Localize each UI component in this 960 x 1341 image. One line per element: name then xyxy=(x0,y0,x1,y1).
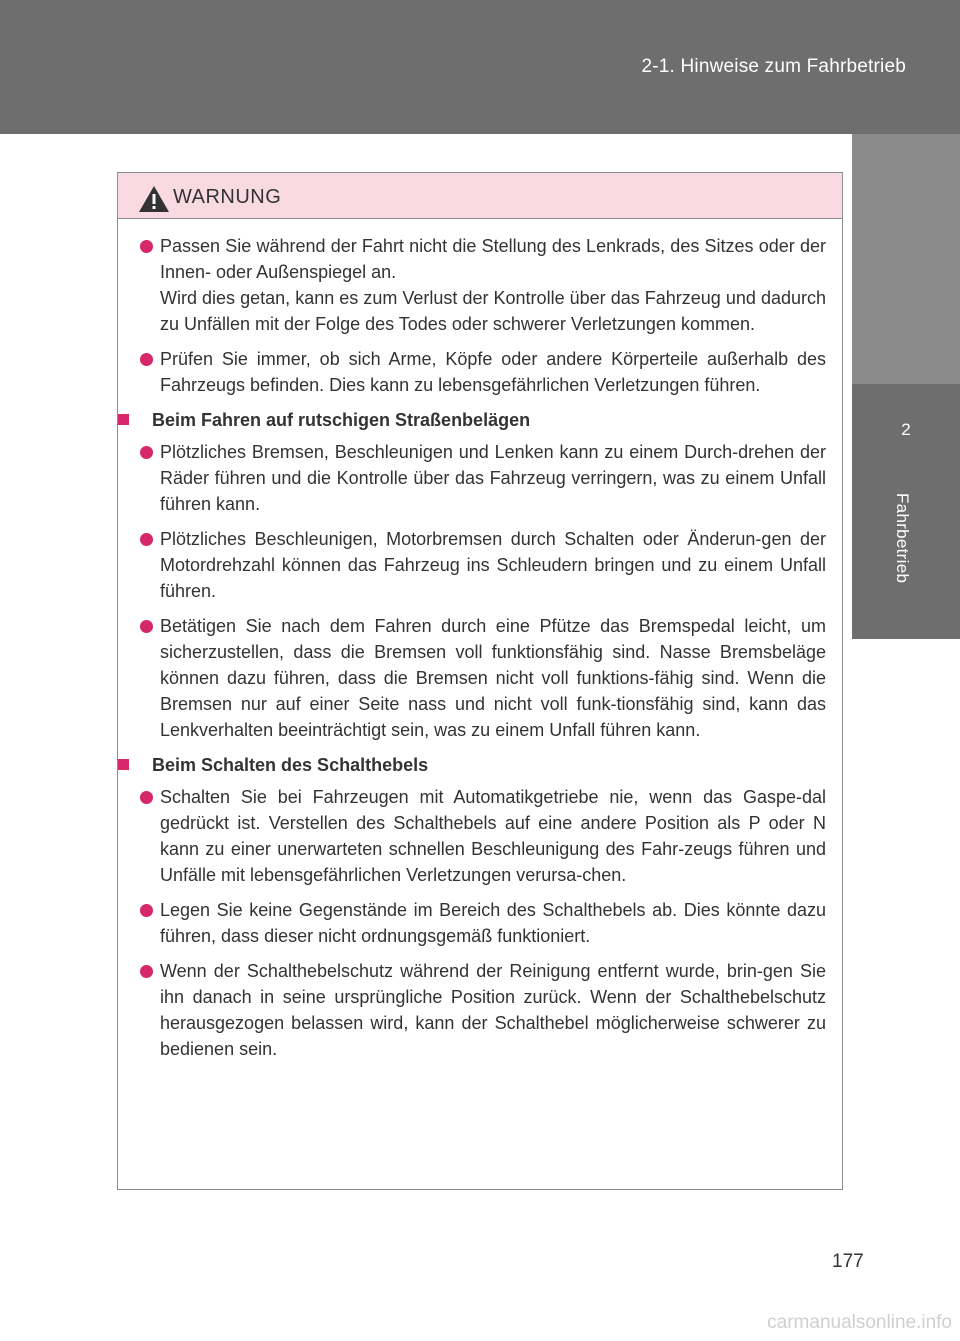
bullet-icon xyxy=(140,965,153,978)
bullet-text: Passen Sie während der Fahrt nicht die Stellung des Lenkrads, des Sitzes oder der Innen- oder Außenspiegel an. xyxy=(160,236,826,282)
warning-triangle-icon xyxy=(138,185,170,213)
bullet-text: Wird dies getan, kann es zum Verlust der Kontrolle über das Fahrzeug und dadurch zu Unfällen mit der Folge des Todes oder schwerer Verletzungen kommen. xyxy=(160,288,826,334)
bullet-text: Plötzliches Bremsen, Beschleunigen und Lenken kann zu einem Durch-drehen der Räder führen und die Kontrolle über das Fahrzeug verringern, was zu einem Unfall führen kann. xyxy=(160,442,826,514)
bullet-text: Schalten Sie bei Fahrzeugen mit Automatikgetriebe nie, wenn das Gaspe-dal gedrückt ist. Verstellen des Schalthebels auf eine andere Position als P oder N kann zu einer unerwarteten schnellen Beschleunigung des Fahr-zeugs führen und Unfälle mit lebensgefährlichen Verletzungen verursa-chen. xyxy=(160,787,826,885)
list-item xyxy=(118,958,826,1062)
section-title: 2-1. Hinweise zum Fahrbetrieb xyxy=(641,56,906,77)
list-item xyxy=(118,526,826,604)
bullet-icon xyxy=(140,240,153,253)
bullet-text: Plötzliches Beschleunigen, Motorbremsen durch Schalten oder Änderun-gen der Motordrehzahl können das Fahrzeug ins Schleudern bringen und zu einem Unfall führen. xyxy=(160,529,826,601)
list-item xyxy=(118,613,826,743)
list-item xyxy=(118,439,826,517)
bullet-text: Legen Sie keine Gegenstände im Bereich des Schalthebels ab. Dies könnte dazu führen, dass dieser nicht ordnungsgemäß funktioniert. xyxy=(160,900,826,946)
warning-header xyxy=(118,173,842,219)
warning-body xyxy=(118,219,842,1062)
list-item xyxy=(118,346,826,398)
bullet-icon xyxy=(140,904,153,917)
bullet-icon xyxy=(140,791,153,804)
bullet-icon xyxy=(140,620,153,633)
warning-title: WARNUNG xyxy=(173,186,282,208)
bullet-icon xyxy=(140,533,153,546)
chapter-label: Fahrbetrieb xyxy=(893,493,912,584)
section-heading: Beim Schalten des Schalthebels xyxy=(118,752,826,778)
list-item xyxy=(118,784,826,888)
section-heading: Beim Fahren auf rutschigen Straßenbelägen xyxy=(118,407,826,433)
page-number: 177 xyxy=(832,1251,864,1272)
square-bullet-icon xyxy=(118,759,129,770)
bullet-text: Wenn der Schalthebelschutz während der Reinigung entfernt wurde, brin-gen Sie ihn danach in seine ursprüngliche Position zurück. Wenn der Schalthebelschutz herausgezogen belassen wird, kann der Schalthebel möglicherweise schwerer zu bedienen sein. xyxy=(160,961,826,1059)
bullet-icon xyxy=(140,353,153,366)
list-item xyxy=(118,897,826,949)
chapter-number: 2 xyxy=(901,420,911,439)
watermark[interactable]: carmanualsonline.info xyxy=(767,1312,952,1333)
bullet-text: Prüfen Sie immer, ob sich Arme, Köpfe oder andere Körperteile außerhalb des Fahrzeugs befinden. Dies kann zu lebensgefährlichen Verletzungen führen. xyxy=(160,349,826,395)
warning-box xyxy=(117,172,843,1190)
bullet-text: Betätigen Sie nach dem Fahren durch eine Pfütze das Bremspedal leicht, um sicherzustellen, dass die Bremsen voll funktionsfähig sind. Nasse Bremsbeläge können dazu führen, dass die Bremsen nicht voll funktions-fähig sind. Wenn die Bremsen nur auf einer Seite nass und nicht voll funk-tionsfähig sind, kann das Lenkverhalten beeinträchtigt sein, was zu einem Unfall führen kann. xyxy=(160,616,826,740)
square-bullet-icon xyxy=(118,414,129,425)
side-tab-upper xyxy=(852,134,960,384)
bullet-icon xyxy=(140,446,153,459)
list-item xyxy=(118,233,826,337)
